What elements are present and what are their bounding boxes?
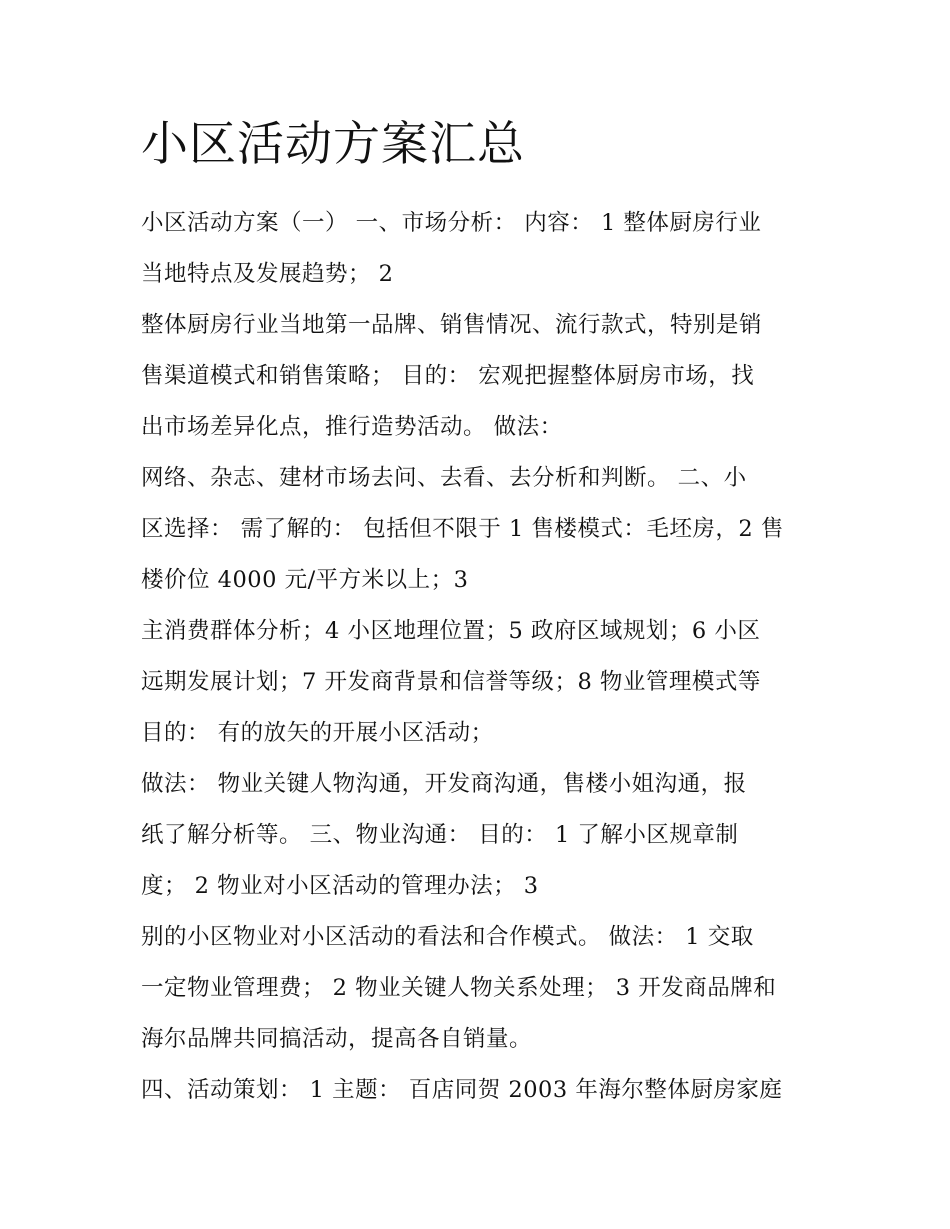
- body-line: 当地特点及发展趋势； 2: [141, 261, 394, 287]
- body-line: 小区活动方案（一） 一、市场分析： 内容： 1 整体厨房行业: [141, 210, 762, 236]
- body-line: 海尔品牌共同搞活动，提高各自销量。: [141, 1026, 533, 1052]
- body-line: 一定物业管理费； 2 物业关键人物关系处理； 3 开发商品牌和: [141, 975, 777, 1001]
- document-title: 小区活动方案汇总: [141, 117, 525, 172]
- body-line: 售渠道模式和销售策略； 目的： 宏观把握整体厨房市场，找: [141, 363, 755, 389]
- body-line: 做法： 物业关键人物沟通，开发商沟通，售楼小姐沟通，报: [141, 771, 747, 797]
- body-line: 区选择： 需了解的： 包括但不限于 1 售楼模式：毛坯房，2 售: [141, 516, 784, 542]
- body-line: 纸了解分析等。 三、物业沟通： 目的： 1 了解小区规章制: [141, 822, 739, 848]
- body-line: 网络、杂志、建材市场去问、去看、去分析和判断。 二、小: [141, 465, 747, 491]
- body-line: 远期发展计划；7 开发商背景和信誉等级；8 物业管理模式等: [141, 669, 761, 695]
- body-line: 别的小区物业对小区活动的看法和合作模式。 做法： 1 交取: [141, 924, 754, 950]
- body-line: 四、活动策划： 1 主题： 百店同贺 2003 年海尔整体厨房家庭: [141, 1077, 783, 1103]
- body-line: 主消费群体分析；4 小区地理位置；5 政府区域规划；6 小区: [141, 618, 761, 644]
- body-line: 整体厨房行业当地第一品牌、销售情况、流行款式，特别是销: [141, 312, 763, 338]
- body-line: 目的： 有的放矢的开展小区活动；: [141, 720, 494, 746]
- document-body: [141, 198, 831, 1116]
- body-line: 出市场差异化点，推行造势活动。 做法：: [141, 414, 563, 440]
- body-line: 楼价位 4000 元/平方米以上；3: [141, 567, 469, 593]
- body-line: 度； 2 物业对小区活动的管理办法； 3: [141, 873, 539, 899]
